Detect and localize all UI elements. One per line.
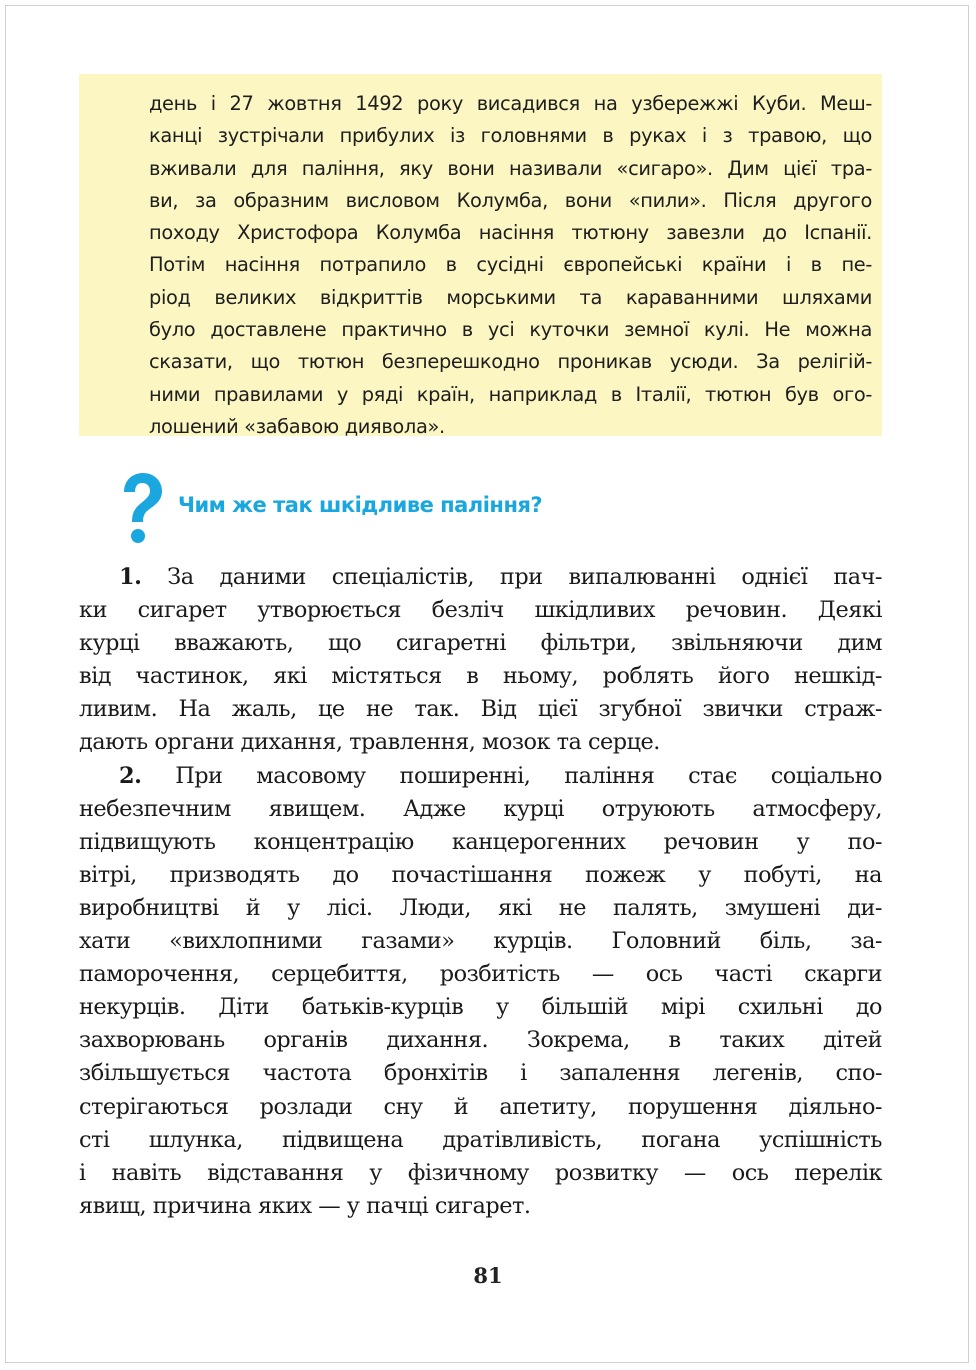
paragraph-line: ки сигарет утворюється безліч шкідливих речовин. Деякі: [79, 597, 882, 624]
body-text: [79, 561, 882, 1223]
sidebar-line: день і 27 жовтня 1492 року висадився на узбережжі Куби. Меш-: [149, 92, 872, 115]
sidebar-line: ріод великих відкриттів морськими та караванними шляхами: [149, 285, 872, 309]
sidebar-line: вживали для паління, яку вони називали «сигаро». Дим цієї тра-: [149, 156, 872, 180]
question-mark-icon: [118, 472, 164, 548]
sidebar-line: сказати, що тютюн безперешкодно проникав усюди. За релігій-: [149, 350, 872, 374]
paragraph-line: За даними спеціалістів, при випалюванні однієї пач-: [167, 564, 882, 590]
paragraph-line: захворювань органів дихання. Зокрема, в таких дітей: [79, 1027, 882, 1054]
paragraph-2-first-line: [79, 760, 882, 793]
paragraph-line: небезпечним явищем. Адже курці отруюють атмосферу,: [79, 795, 882, 822]
sidebar-line: лошений «забавою диявола».: [149, 414, 445, 438]
sidebar-line: було доставлене практично в усі куточки земної кулі. Не можна: [149, 318, 872, 342]
paragraph-line: підвищують концентрацію канцерогенних речовин у по-: [79, 828, 882, 855]
paragraph-line: явищ, причина яких — у пачці сигарет.: [79, 1192, 531, 1219]
paragraph-line: стерігаються розлади сну й апетиту, порушення діяльно-: [79, 1093, 882, 1120]
paragraph-line: курці вважають, що сигаретні фільтри, звільняючи дим: [79, 630, 882, 657]
paragraph-line: ливим. На жаль, це не так. Від цієї згубної звички страж-: [79, 696, 882, 723]
paragraph-line: сті шлунка, підвищена дратівливість, погана успішність: [79, 1126, 882, 1153]
sidebar-line: Потім насіння потрапило в сусідні європейські країни і в пе-: [149, 253, 872, 277]
sidebar-line: походу Христофора Колумба насіння тютюну завезли до Іспанії.: [149, 221, 872, 245]
paragraph-line: При масовому поширенні, паління стає соціально: [175, 762, 882, 789]
paragraph-line: від частинок, які містяться в ньому, роблять його нешкід-: [79, 663, 882, 690]
paragraph-line: хати «вихлопними газами» курців. Головний біль, за-: [79, 928, 882, 955]
paragraph-1-first-line: [79, 561, 882, 594]
sidebar-line: канці зустрічали прибулих із головнями в руках і з травою, що: [149, 124, 872, 148]
paragraph-number: 1.: [119, 564, 142, 590]
paragraph-line: виробництві й у лісі. Люди, які не палять, змушені ди-: [79, 894, 882, 921]
sidebar-line: ними правилами у ряді країн, наприклад в Італії, тютюн був ого-: [149, 382, 872, 406]
section-heading: Чим же так шкідливе паління?: [178, 493, 543, 517]
paragraph-line: дають органи дихання, травлення, мозок та серце.: [79, 729, 660, 756]
paragraph-line: збільшується частота бронхітів і запалення легенів, спо-: [79, 1060, 882, 1087]
sidebar-info-box: [79, 74, 882, 436]
paragraph-number: 2.: [119, 762, 142, 789]
paragraph-line: паморочення, серцебиття, розбитість — ось часті скарги: [79, 961, 882, 988]
sidebar-line: ви, за образним висловом Колумба, вони «пили». Після другого: [149, 188, 872, 212]
paragraph-line: і навіть відставання у фізичному розвитку — ось перелік: [79, 1159, 882, 1186]
paragraph-line: вітрі, призводять до почастішання пожеж у побуті, на: [79, 861, 882, 888]
paragraph-line: некурців. Діти батьків-курців у більшій мірі схильні до: [79, 994, 882, 1021]
page-number: 81: [473, 1263, 503, 1288]
